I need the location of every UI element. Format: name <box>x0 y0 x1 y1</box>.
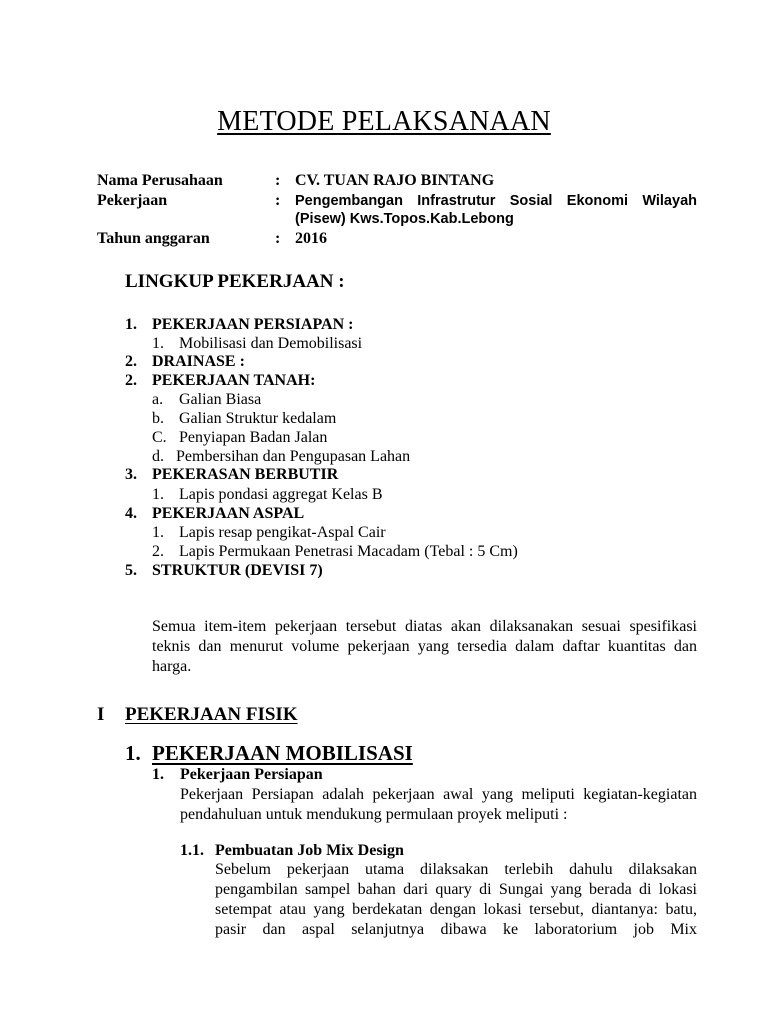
scope-subitem <box>152 429 327 447</box>
scope-item <box>125 353 245 371</box>
scope-item-label: Galian Biasa <box>179 391 262 408</box>
scope-item-num: 1. <box>152 524 164 541</box>
scope-subitem <box>152 486 383 504</box>
scope-item-num: 2. <box>125 372 137 389</box>
page-title: METODE PELAKSANAAN <box>217 106 551 137</box>
summary-line3: harga. <box>152 658 192 675</box>
year-colon: : <box>275 230 281 247</box>
scope-item-label: STRUKTUR (DEVISI 7) <box>152 562 323 579</box>
summary-line2: teknis dan menurut volume pekerjaan yang tersedia dalam daftar kuantitas dan <box>152 638 697 655</box>
job-value-line2: (Pisew) Kws.Topos.Kab.Lebong <box>295 211 514 227</box>
company-label: Nama Perusahaan <box>97 172 223 189</box>
scope-item-num: 1. <box>125 316 137 333</box>
persiapan-heading: Pekerjaan Persiapan <box>180 766 323 783</box>
scope-item-label: Lapis resap pengikat-Aspal Cair <box>179 524 386 541</box>
scope-item-num: 2. <box>125 353 137 370</box>
mobilisasi-heading: PEKERJAAN MOBILISASI <box>152 741 413 765</box>
section-heading: PEKERJAAN FISIK <box>125 704 298 725</box>
scope-item-num: C. <box>152 429 167 446</box>
scope-item-num: a. <box>152 391 164 408</box>
scope-subitem <box>152 410 336 428</box>
scope-subitem <box>152 391 261 409</box>
scope-item-label: Lapis Permukaan Penetrasi Macadam (Tebal : 5 Cm) <box>179 543 518 560</box>
job-value-line1: Pengembangan Infrastrutur Sosial Ekonomi Wilayah <box>295 193 697 209</box>
scope-item-label: PEKERJAAN PERSIAPAN : <box>152 316 354 333</box>
section-number: I <box>97 704 105 725</box>
persiapan-number: 1. <box>152 766 164 783</box>
persiapan-line2: pendahuluan untuk mendukung permulaan proyek meliputi : <box>180 806 568 823</box>
mobilisasi-number: 1. <box>125 741 141 765</box>
scope-subitem <box>152 448 410 466</box>
scope-item-label: PEKERASAN BERBUTIR <box>152 466 339 483</box>
scope-item-label: Pembersihan dan Pengupasan Lahan <box>176 448 411 465</box>
job-colon: : <box>275 192 281 209</box>
jmd-line4: pasir dan aspal selanjutnya dibawa ke laboratorium job Mix <box>215 921 697 938</box>
scope-item-num: 2. <box>152 543 164 560</box>
scope-item-num: 4. <box>125 505 137 522</box>
scope-item-num: 1. <box>152 486 164 503</box>
job-label: Pekerjaan <box>97 192 168 209</box>
scope-item-label: Lapis pondasi aggregat Kelas B <box>179 486 383 503</box>
scope-item <box>125 316 353 334</box>
scope-item <box>125 372 315 390</box>
scope-item-label: Penyiapan Badan Jalan <box>179 429 328 446</box>
scope-subitem <box>152 543 518 561</box>
scope-item-num: d. <box>152 448 164 465</box>
scope-item-label: PEKERJAAN TANAH: <box>152 372 316 389</box>
persiapan-line1: Pekerjaan Persiapan adalah pekerjaan awal yang meliputi kegiatan-kegiatan <box>180 786 697 803</box>
year-label: Tahun anggaran <box>97 230 210 247</box>
jmd-line1: Sebelum pekerjaan utama dilaksakan terlebih dahulu dilaksakan <box>215 861 697 878</box>
scope-item-num: 5. <box>125 562 137 579</box>
summary-line1: Semua item-item pekerjaan tersebut diatas akan dilaksanakan sesuai spesifikasi <box>152 618 697 635</box>
scope-item <box>125 562 323 580</box>
scope-item-num: b. <box>152 410 164 427</box>
scope-item-label: Mobilisasi dan Demobilisasi <box>179 335 363 352</box>
scope-item-label: DRAINASE : <box>152 353 245 370</box>
scope-item <box>125 466 338 484</box>
scope-item-num: 3. <box>125 466 137 483</box>
scope-item <box>125 505 304 523</box>
scope-subitem <box>152 524 386 542</box>
jmd-number: 1.1. <box>180 842 204 859</box>
year-value: 2016 <box>295 230 327 247</box>
scope-item-label: Galian Struktur kedalam <box>179 410 337 427</box>
scope-subitem <box>152 335 362 353</box>
scope-heading: LINGKUP PEKERJAAN : <box>125 271 345 292</box>
jmd-heading: Pembuatan Job Mix Design <box>215 842 404 859</box>
scope-item-label: PEKERJAAN ASPAL <box>152 505 305 522</box>
company-value: CV. TUAN RAJO BINTANG <box>295 172 495 189</box>
scope-item-num: 1. <box>152 335 164 352</box>
jmd-line2: pengambilan sampel bahan dari quary di Sungai yang berada di lokasi <box>215 881 697 898</box>
company-colon: : <box>275 172 281 189</box>
jmd-line3: setempat atau yang berdekatan dengan lokasi tersebut, diantanya: batu, <box>215 901 697 918</box>
